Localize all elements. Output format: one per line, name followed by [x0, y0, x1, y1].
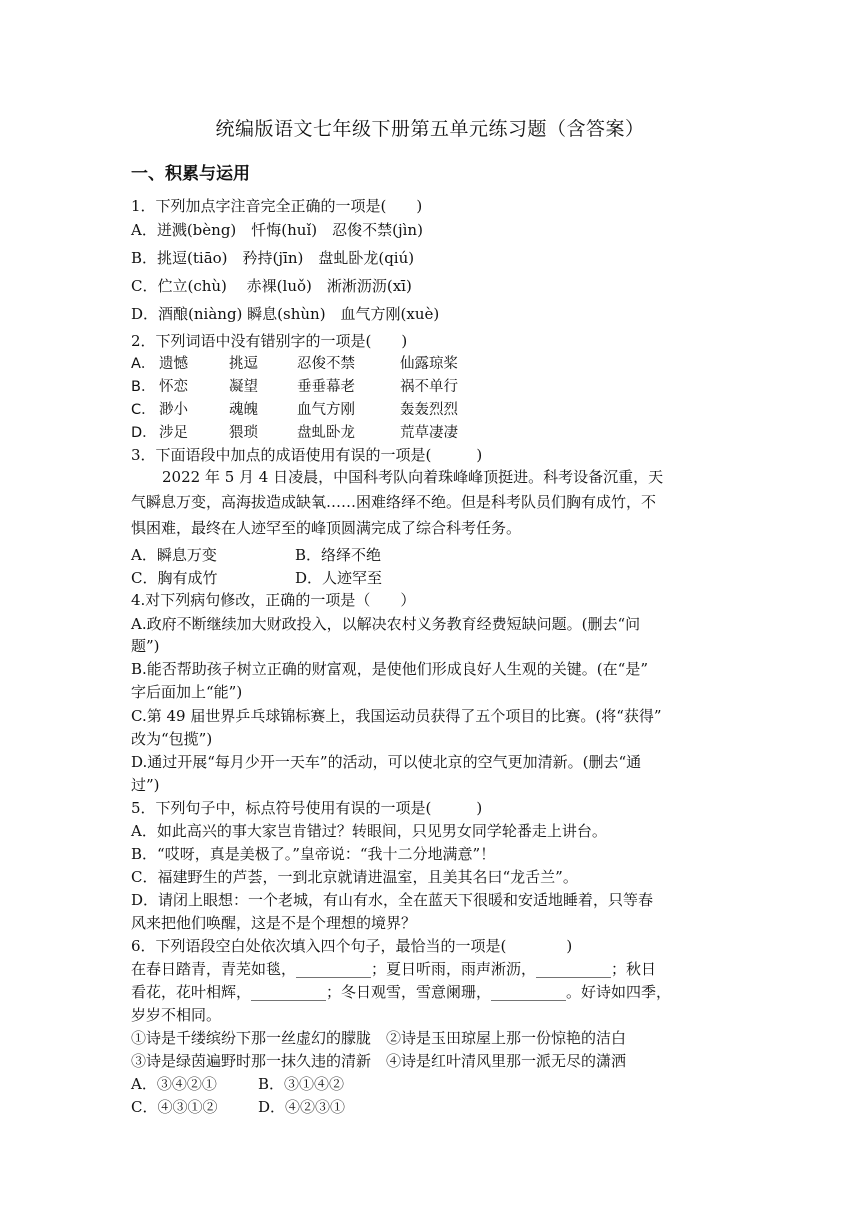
q4-option-d-line2: 过”): [131, 776, 160, 794]
q3-option-b: B．络绎不绝: [295, 546, 382, 564]
q4-option-a-line1: A.政府不断继续加大财政投入，以解决农村义务教育经费短缺问题。(删去“问: [131, 615, 641, 633]
q6-passage-line2: 看花，花叶相辉，__________；冬日观雪，雪意阑珊，__________。好诗如四季，: [131, 983, 672, 1001]
q2-b-letter: B．: [131, 379, 156, 395]
q3-stem: 3．下面语段中加点的成语使用有误的一项是( ): [131, 446, 483, 464]
q4-option-a-line2: 题”): [131, 637, 160, 655]
q6-sentences-line1: ①诗是千缕缤纷下那一丝虚幻的朦胧 ②诗是玉田琼屋上那一份惊艳的洁白: [131, 1029, 627, 1047]
q5-option-c: C．福建野生的芦荟，一到北京就请进温室，且美其名曰“龙舌兰”。: [131, 868, 578, 886]
q4-stem: 4.对下列病句修改，正确的一项是（ ）: [131, 591, 416, 609]
q5-option-d-line2: 风来把他们唤醒，这是不是个理想的境界？: [131, 914, 417, 932]
section-heading: 一、积累与运用: [131, 164, 250, 184]
q2-a-word4: 仙露琼桨: [400, 356, 458, 372]
q2-c-word4: 轰轰烈烈: [400, 402, 458, 418]
q3-option-a: A．瞬息万变: [131, 546, 217, 564]
q6-option-a: A．③④②①: [131, 1075, 217, 1093]
q3-option-c: C．胸有成竹: [131, 569, 218, 587]
q2-a-letter: A．: [131, 356, 156, 372]
q2-d-word1: 涉足: [159, 425, 188, 441]
q6-option-d: D．④②③①: [258, 1098, 346, 1116]
q2-stem: 2．下列词语中没有错别字的一项是( ): [131, 332, 408, 350]
q4-option-b-line1: B.能否帮助孩子树立正确的财富观，是使他们形成良好人生观的关键。(在“是”: [131, 660, 648, 678]
q1-option-d: D．酒酿(niàng) 瞬息(shùn) 血气方刚(xuè): [131, 305, 440, 323]
q2-a-word2: 挑逗: [229, 356, 258, 372]
q6-passage-line1: 在春日踏青，青芜如毯，__________；夏日听雨，雨声淅沥，__________；秋日: [131, 960, 657, 978]
q2-b-word3: 垂垂幕老: [297, 379, 355, 395]
q2-b-word1: 怀恋: [159, 379, 188, 395]
q2-a-word3: 忍俊不禁: [297, 356, 355, 372]
q5-option-a: A．如此高兴的事大家岂肯错过？转眼间，只见男女同学轮番走上讲台。: [131, 822, 607, 840]
q2-c-word3: 血气方刚: [297, 402, 355, 418]
q1-stem: 1．下列加点字注音完全正确的一项是( ): [131, 197, 423, 215]
document-title: 统编版语文七年级下册第五单元练习题（含答案）: [215, 118, 645, 140]
q4-option-d-line1: D.通过开展“每月少开一天车”的活动，可以使北京的空气更加清新。(删去“通: [131, 753, 642, 771]
q2-d-word2: 猥琐: [229, 425, 258, 441]
q6-sentences-line2: ③诗是绿茵遍野时那一抹久违的清新 ④诗是红叶清风里那一派无尽的潇洒: [131, 1052, 627, 1070]
q4-option-c-line1: C.第 49 届世界乒乓球锦标赛上，我国运动员获得了五个项目的比赛。(将“获得”: [131, 707, 662, 725]
q2-b-word2: 凝望: [229, 379, 258, 395]
q2-c-word1: 渺小: [159, 402, 188, 418]
q2-b-word4: 祸不单行: [400, 379, 458, 395]
q1-option-c: C．伫立(chù) 赤裸(luǒ) 淅淅沥沥(xī): [131, 277, 412, 295]
q2-a-word1: 遗憾: [159, 356, 188, 372]
q2-c-letter: C．: [131, 402, 156, 418]
q2-d-letter: D．: [131, 425, 157, 441]
q1-option-b: B．挑逗(tiāo) 矜持(jīn) 盘虬卧龙(qiú): [131, 249, 415, 267]
q3-option-d: D．人迹罕至: [295, 569, 383, 587]
q4-option-b-line2: 字后面加上“能”): [131, 683, 243, 701]
q2-d-word3: 盘虬卧龙: [297, 425, 355, 441]
q5-option-b: B．“哎呀，真是美极了。”皇帝说：“我十二分地满意”！: [131, 845, 496, 863]
q6-stem: 6．下列语段空白处依次填入四个句子，最恰当的一项是( ): [131, 937, 573, 955]
q5-stem: 5．下列句子中，标点符号使用有误的一项是( ): [131, 799, 483, 817]
q2-c-word2: 魂魄: [229, 402, 258, 418]
q6-option-b: B．③①④②: [258, 1075, 345, 1093]
q6-passage-line3: 岁岁不相同。: [131, 1006, 222, 1024]
q3-passage-line2: 气瞬息万变，高海拔造成缺氧……困难络绎不绝。但是科考队员们胸有成竹，不: [131, 493, 657, 511]
q2-d-word4: 荒草凄凄: [400, 425, 458, 441]
q3-passage-line3: 惧困难，最终在人迹罕至的峰顶圆满完成了综合科考任务。: [131, 519, 522, 537]
q6-option-c: C．④③①②: [131, 1098, 218, 1116]
q1-option-a: A．迸溅(bèng) 忏悔(huǐ) 忍俊不禁(jìn): [131, 221, 423, 239]
q3-passage-line1: 2022 年 5 月 4 日凌晨，中国科考队向着珠峰峰顶挺进。科考设备沉重，天: [162, 468, 664, 486]
q5-option-d-line1: D．请闭上眼想：一个老城，有山有水，全在蓝天下很暖和安适地睡着，只等春: [131, 891, 654, 909]
q4-option-c-line2: 改为“包揽”): [131, 730, 213, 748]
